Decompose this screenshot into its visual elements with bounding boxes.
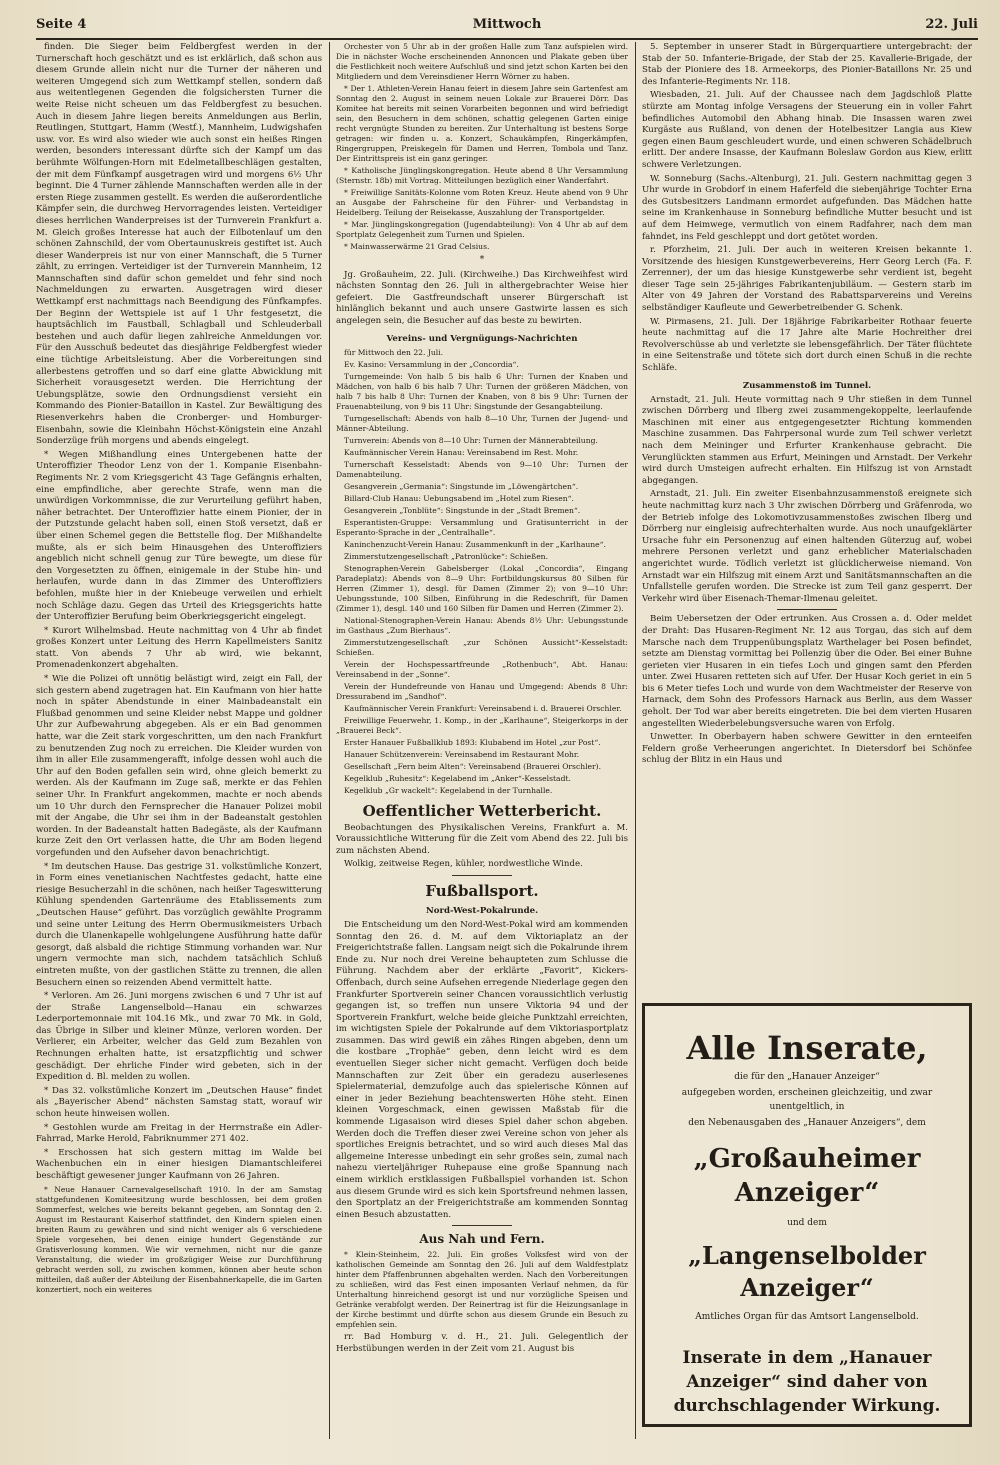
advertisement-box bbox=[642, 1003, 972, 1427]
article-paragraph: Arnstadt, 21. Juli. Ein zweiter Eisenbahnzusammenstoß ereignete sich heute nachmittag kurz nach 3 Uhr zwischen Dörrberg und Gräfenroda, wo der Betrieb infolge des Lokomotivzusammenstoßes zwischen Ilberg und Dörrberg nur eingleisig aufrechterhalten wurde. Aus noch unaufgeklärter Ursache fuhr ein Personenzug auf einen haltenden Güterzug auf, wobei mehrere Personen verletzt und ganz erheblicher Materialschaden angerichtet wurde. Tödlich verletzt ist glücklicherweise niemand. Von Arnstadt war ein Hilfszug mit einem Arzt und Sanitätsmannschaften an die Unfallstelle gerufen worden. Die Strecke ist zum Teil ganz gesperrt. Der Verkehr wird über Eisenach-Themar-Ilmenau geleitet. bbox=[642, 489, 972, 604]
column-left bbox=[36, 42, 322, 1439]
page-header bbox=[36, 14, 978, 40]
article-paragraph: Freiwillige Feuerwehr, 1. Komp., in der „Karlhaune“, Steigerkorps in der „Brauerei Beck“. bbox=[336, 715, 628, 735]
article-paragraph: * Gestohlen wurde am Freitag in der Herrnstraße ein Adler-Fahrrad, Marke Herold, Fabriknummer 271 402. bbox=[36, 1122, 322, 1145]
ad-title: Alle Inserate, bbox=[686, 1029, 928, 1067]
article-paragraph: r. Pforzheim, 21. Juli. Der auch in weiteren Kreisen bekannte 1. Vorsitzende des hiesigen Kunstgewerbevereins, Herr Georg Lerch (Fa. F. Zerrenner), der um das hiesige Kunstgewerbe sehr verdient ist, begeht dieser Tage sein 25-jähriges Fabrikantenjubiläum. — Gestern starb im Alter von 49 Jahren der Vorstand des Rabattsparvereins und Vereins selbständiger Kaufleute und Gewerbetreibender G. Schenk. bbox=[642, 245, 972, 314]
article-paragraph: * Der 1. Athleten-Verein Hanau feiert in diesem Jahre sein Gartenfest am Sonntag den 2. August in seinem neuen Lokale zur Brauerei Dörr. Das Komitee hat bereits mit seinen Vorarbeiten begonnen und wird befriedigt sein, den Besuchern in dem schönen, schattig gelegenen Garten einige recht vergnügte Stunden zu bereiten. Zur Unterhaltung ist bestens Sorge getragen: wir finden u. a. Konzert, Schaukämpfen, Ringerkämpfen, Ringergruppen, Preiskegeln für Damen und Herren, Tombola und Tanz. Der Eintrittspreis ist ein ganz geringer. bbox=[336, 84, 628, 163]
article-paragraph: Turngemeinde: Von halb 5 bis halb 6 Uhr: Turnen der Knaben und Mädchen, von halb 6 bis halb 7 Uhr: Turnen der größeren Mädchen, von halb 7 bis halb 8 Uhr: Turnen der Knaben, von 8 bis 9 Uhr: Turnen der Frauenabteilung, von 9 bis 11 Uhr: Singstunde der Gesangabteilung. bbox=[336, 371, 628, 411]
article-paragraph: 5. September in unserer Stadt in Bürgerquartiere untergebracht: der Stab der 50. Infanterie-Brigade, der Stab der 25. Kavallerie-Brigade, der Stab der Pioniere des 18. Armeekorps, des Pionier-Bataillons Nr. 25 und des Infanterie-Regiments Nr. 118. bbox=[642, 42, 972, 87]
article-paragraph: Gesangverein „Tonblüte“: Singstunde in der „Stadt Bremen“. bbox=[344, 505, 581, 515]
article-paragraph: Wiesbaden, 21. Juli. Auf der Chaussee nach dem Jagdschloß Platte stürzte am Montag infolge Versagens der Steuerung ein in voller Fahrt befindliches Automobil den Abhang hinab. Die Insassen waren zwei Kurgäste aus Rußland, von denen der Hotelbesitzer Langia aus Kiew gegen einen Baum geschleudert wurde, und einen schweren Schädelbruch erlitt. Der andere Insasse, der Kaufmann Boleslaw Gordon aus Kiew, erlitt schwere Verletzungen. bbox=[642, 90, 972, 170]
article-paragraph: * Im deutschen Hause. Das gestrige 31. volkstümliche Konzert, in Form eines venetianischen Nachtfestes gedacht, hatte eine riesige Besucherzahl in die schönen, nach heißer Tageswitterung Kühlung spendenden Gartenräume des Etablissements zum „Deutschen Hause“ geführt. Das vorzüglich gewählte Programm und seine unter Leitung des Herrn Obermusikmeisters Urbach durch die Ulanenkapelle wohlgelungene Ausführung hatte dafür gesorgt, daß alsbald die richtige Stimmung vorhanden war. Nur ungern vermochte man sich, nachdem tatsächlich Schluß eintreten mußte, von der gastlichen Stätte zu trennen, die allen Besuchern einen so reizenden Abend vermittelt hatte. bbox=[36, 861, 322, 988]
section-heading: Oeffentlicher Wetterbericht. bbox=[362, 801, 602, 820]
article-paragraph: * Erschossen hat sich gestern mittag im Walde bei Wachenbuchen ein in einer hiesigen Diamantschleiferei beschäftigt gewesener junger Kaufmann von 26 Jahren. bbox=[36, 1147, 322, 1181]
article-paragraph: Beim Uebersetzen der Oder ertrunken. Aus Crossen a. d. Oder meldet der Draht: Das Husaren-Regiment Nr. 12 aus Torgau, das sich auf dem Marsche nach dem Truppenübungsplatz Warthelager bei Posen befindet, setzte am Dienstag vormittag bei Pollenzig über die Oder. Bei einer Buhne gerieten vier Husaren in ein tiefes Loch und gingen samt den Pferden unter. Zwei Husaren retteten sich auf Ufer. Der Husar Koch geriet in ein 5 bis 6 Meter tiefes Loch und wurde von dem Wachtmeister der Reserve von Harnack, dem Sohn des Professors Harnack aus Berlin, aus dem Wasser geholt. Der Tod war aber bereits eingetreten. Die bei dem vierten Husaren angestellten Wiederbelebungsversuche waren von Erfolg. bbox=[642, 614, 972, 729]
article-paragraph: Verein der Hochspessartfreunde „Rothenbuch“, Abt. Hanau: Vereinsabend in der „Sonne“. bbox=[336, 659, 628, 679]
ad-line: aufgegeben worden, erscheinen gleichzeitig, und zwar unentgeltlich, in bbox=[681, 1088, 933, 1112]
article-paragraph: Unwetter. In Oberbayern haben schwere Gewitter in den ernteeifen Feldern große Verheerungen angerichtet. In Dietersdorf bei Schönfee schlug der Blitz in ein Haus und bbox=[642, 732, 972, 766]
article-paragraph: * Verloren. Am 26. Juni morgens zwischen 6 und 7 Uhr ist auf der Straße Langenselbold—Hanau ein schwarzes Lederportemonnaie mit 104.16 Mk., und zwar 70 Mk. in Gold, das Übrige in Silber und kleiner Münze, verloren worden. Der Verlierer, ein Arbeiter, welcher das Geld zum Bezahlen von Rechnungen erhalten hatte, ist ersatzpflichtig und schwer geschädigt. Der ehrliche Finder wird gebeten, sich in der Expedition d. Bl. melden zu wollen. bbox=[36, 991, 322, 1083]
article-paragraph: Verein der Hundefreunde von Hanau und Umgegend: Abends 8 Uhr: Dressurabend im „Sandhof“. bbox=[336, 681, 628, 701]
article-paragraph: Zimmerstutzengesellschaft „Patronlücke“: Schießen. bbox=[344, 551, 548, 561]
ad-paper-name: „Langenselbolder Anzeiger“ bbox=[688, 1241, 926, 1302]
section-rule bbox=[777, 609, 837, 610]
column-middle bbox=[336, 42, 628, 1439]
section-heading: Vereins- und Vergnügungs-Nachrichten bbox=[386, 333, 578, 344]
article-paragraph: Turnerschaft Kesselstadt: Abends von 9—10 Uhr: Turnen der Damenabteilung. bbox=[336, 459, 628, 479]
ad-line: die für den „Hanauer Anzeiger“ bbox=[734, 1072, 880, 1082]
ad-line: den Nebenausgaben des „Hanauer Anzeigers“, dem bbox=[688, 1118, 926, 1128]
article-paragraph: * Das 32. volkstümliche Konzert im „Deutschen Hause“ findet als „Bayerischer Abend“ nächsten Samstag statt, worauf wir schon heute hinweisen wollen. bbox=[36, 1085, 322, 1120]
article-paragraph: Erster Hanauer Fußballklub 1893: Klubabend im Hotel „zur Post“. bbox=[344, 737, 601, 747]
article-paragraph: Kegelklub „Gr wackelt“: Kegelabend in der Turnhalle. bbox=[344, 785, 553, 795]
article-paragraph: W. Pirmasens, 21. Juli. Der 18jährige Fabrikarbeiter Rothaar feuerte heute nachmittag auf die 17 Jahre alte Marie Hochreither drei Revolverschüsse ab und verletzte sie lebensgefährlich. Der Täter flüchtete in eine Seitenstraße und tötete sich dort durch einen Schuß in die rechte Schläfe. bbox=[642, 316, 972, 374]
article-paragraph: Zimmerstutzengesellschaft „zur Schönen Aussicht“-Kesselstadt: Schießen. bbox=[336, 637, 628, 657]
article-paragraph: Beobachtungen des Physikalischen Vereins, Frankfurt a. M. Voraussichtliche Witterung für die Zeit vom Abend des 22. Juli bis zum nächsten Abend. bbox=[336, 822, 628, 856]
article-paragraph: * Mainwasserwärme 21 Grad Celsius. bbox=[344, 242, 490, 251]
article-paragraph: Kaninchenzucht-Verein Hanau: Zusammenkunft in der „Karlhaune“. bbox=[344, 539, 606, 549]
article-paragraph: Stenographen-Verein Gabelsberger (Lokal „Concordia“, Eingang Paradeplatz): Abends von 8—9 Uhr: Fortbildungskursus 80 Silben für Herren (Zimmer 1), desgl. für Damen (Zimmer 2); von 9—10 Uhr: Uebungsstunde, 100 Silben, Einführung in die Redeschrift, für Damen (Zimmer 1), desgl. 140 und 160 Silben für Damen und Herren (Zimmer 2). bbox=[336, 563, 628, 613]
date: 22. Juli bbox=[925, 17, 978, 32]
article-paragraph: Gesangverein „Germania“: Singstunde im „Löwengärtchen“. bbox=[344, 481, 579, 491]
section-heading: Aus Nah und Fern. bbox=[419, 1232, 545, 1247]
article-paragraph: für Mittwoch den 22. Juli. bbox=[344, 347, 444, 357]
article-paragraph: W. Sonneburg (Sachs.-Altenburg), 21. Juli. Gestern nachmittag gegen 3 Uhr wurde in Grobdorf in einem Haferfeld die siebenjährige Tochter Erna des Gutsbesitzers Landmann ermordet aufgefunden. Das Mädchen hatte seine im Krankenhause in Sonneburg befindliche Mutter besucht und ist auf dem Heimwege, vermutlich von einem Radfahrer, nach dem man fahndet, ins Feld geschleppt und dort getötet worden. bbox=[642, 173, 972, 242]
article-paragraph: finden. Die Sieger beim Feldbergfest werden in der Turnerschaft hoch geschätzt und es ist erklärlich, daß schon aus diesem Grunde allein nicht nur die Turner der näheren und weiteren Umgegend sich zum Wettkampf stellen, sondern daß aus weitentlegenen Gegenden die folgsichersten Turner die weite Reise nicht scheuen um das Feldbergfest zu besuchen. Auch in diesem Jahre liegen bereits Anmeldungen aus Berlin, Reutlingen, Stuttgart, Hamm (Westf.), Mannheim, Ludwigshafen usw. vor. Es wird also wieder wie auch sonst ein heißes Ringen werden, besonders interessant dürfte sich der Kampf um das berühmte Wölfungen-Horn mit Edelmetallbeschlägen gestalten, der mit dem Fünfkampf ausgetragen wird und morgens 6½ Uhr beginnt. Die 4 Turner zählende Mannschaften werden alle in der ersten Riege zusammen gestellt. Es werden die außerordentliche Kämpfer sein, die durchweg Hervorragendes leisten. Verteidiger dieses herrlichen Wanderpreises ist der Turnverein Frankfurt a. M. Gleich großes Interesse hat auch der Eilbotenlauf um den schönen Zahnschild, der vom Obertaunuskreis gestiftet ist. Auch dieser Wanderpreis ist nur von einer Mannschaft, die 5 Turner zählt, zu erringen. Verteidiger ist der Turnverein Mannheim, 12 Mannschaften sind dafür schon gemeldet und fehr sind noch Nachmeldungen zu erwarten. Ausgetragen wird dieser Wettkampf erst nachmittags nach Beendigung des Fünfkampfes. Der Beginn der Wettspiele ist auf 1 Uhr festgesetzt, die hauptsächlich im Faustball, Schlagball und Schleuderball bestehen und auch dafür liegen zahlreiche Anmeldungen vor. Für den Ausschuß bedeutet das diesjährige Feldbergfest wieder eine tüchtige Arbeitsleistung. Aber die Vorbereitungen sind allerbestens getroffen und so darf eine glatte Abwicklung mit Sicherheit vorausgesetzt werden. Die Herrichtung der Uebungsplätze, sowie den Ordnungsdienst versieht ein Kommando des Pionier-Bataillon in Kastel. Zur Bewältigung des Riesenverkehrs haben die Cronberger- und Homburger-Eisenbahn, sowie die Kleinbahn Höchst-Königstein eine Anzahl Sonderzüge früh morgens und abends eingelegt. bbox=[36, 42, 322, 447]
ad-paper-name: „Großauheimer Anzeiger“ bbox=[693, 1144, 921, 1208]
article-paragraph: rr. Bad Homburg v. d. H., 21. Juli. Gelegentlich der Herbstübungen werden in der Zeit vom 21. August bis bbox=[336, 1332, 628, 1354]
article-paragraph: Hanauer Schützenverein: Vereinsabend im Restaurant Mohr. bbox=[344, 749, 580, 759]
article-paragraph: * Mar. Jünglingskongregation (Jugendabteilung): Von 4 Uhr ab auf dem Sportplatz Gelegenheit zum Turnen und Spielen. bbox=[336, 220, 628, 239]
section-rule bbox=[452, 875, 512, 876]
section-rule bbox=[452, 1225, 512, 1226]
article-paragraph: Esperantisten-Gruppe: Versammlung und Gratisunterricht in der Esperanto-Sprache in der „Centralhalle“. bbox=[336, 517, 628, 537]
article-paragraph: Turngesellschaft: Abends von halb 8—10 Uhr, Turnen der Jugend- und Männer-Abteilung. bbox=[336, 413, 628, 433]
article-paragraph: Wolkig, zeitweise Regen, kühler, nordwestliche Winde. bbox=[344, 859, 583, 870]
article-paragraph: Die Entscheidung um den Nord-West-Pokal wird am kommenden Sonntag den 26. d. M. auf dem Viktoriaplatz an der Freigerichtstraße fallen. Langsam neigt sich die Pokalrunde ihrem Ende zu. Nur noch drei Vereine behaupteten zum Schlusse die Führung. Nachdem aber der erklärte „Favorit“, Kickers-Offenbach, durch seine Aufsehen erregende Niederlage gegen den Frankfurter Sportverein seiner Chancen voraussichtlich verlustig gegangen ist, so treffen nun unsere Viktoria 94 und der Sportverein Frankfurt, welche beide gleiche Punktzahl erreichten, im wichtigsten Spiele der Pokalrunde auf dem Viktoriasportplatz zusammen. Das wird gewiß ein zähes Ringen abgeben, denn um die kostbare „Trophäe“ geben, denn leicht wird es dem eventuellen Sieger sicher nicht gemacht. Verfügen doch beide Mannschaften zur Zeit über ein geradezu auserlesenes Spielermaterial, demzufolge auch das spielerische Können auf einer in jeder Beziehung beachtenswerten Höhe steht. Einen kleinen Vorgeschmack, einen gewissen Maßstab für die kommende Ligasaison wird dieses Spiel daher schon abgeben. Werden doch die Treffen dieser zwei Vereine schon von jeher als sportliches Ereignis betrachtet, und so wird auch dieses Mal das allgemeine Interesse unbedingt ein sehr großes sein, zumal nach nahezu vierteljähriger Ruhepause eine große Spannung nach einem wirklich erstklassigen Fußballspiel vorhanden ist. Schon aus diesem Grunde wird es sich kein Sportsfreund nehmen lassen, den Sportplatz an der Freigerichtstraße am kommenden Sonntag einen Besuch abzustatten. bbox=[336, 919, 628, 1220]
article-paragraph: Kaufmännischer Verein Hanau: Vereinsabend im Rest. Mohr. bbox=[344, 447, 579, 457]
ad-line: und dem bbox=[787, 1218, 827, 1228]
article-paragraph: * Freiwillige Sanitäts-Kolonne vom Roten Kreuz. Heute abend von 9 Uhr an Ausgabe der Fahrscheine für den Führer- und Verbandstag in Heidelberg. Teilung der Reisekasse, Auszahlung der Transportgelder. bbox=[336, 188, 628, 217]
article-paragraph: * Kurort Wilhelmsbad. Heute nachmittag von 4 Uhr ab findet großes Konzert unter Leitung des Herrn Kapellmeisters Sanitz statt. Von abends 7 Uhr ab wird, wie bekannt, Promenadenkonzert abgehalten. bbox=[36, 625, 322, 671]
article-paragraph: * Katholische Jünglingskongregation. Heute abend 8 Uhr Versammlung (Sternstr. 18b) mit Vortrag. Mitteilungen bezüglich einer Wanderfahrt. bbox=[336, 166, 628, 185]
article-paragraph: * Wegen Mißhandlung eines Untergebenen hatte der Unteroffizier Theodor Lenz von der 1. Kompanie Eisenbahn-Regiments Nr. 2 vom Kriegsgericht 43 Tage Gefängnis erhalten, eine empfindliche, aber gerechte Strafe, wenn man die unwürdigen Vorkommnisse, die zur Verurteilung geführt haben, näher betrachtet. Der Unteroffizier hatte einem Pionier, der in der Putzstunde gelacht haben soll, einen Stoß versetzt, daß er über einen Schemel gegen die Bettstelle flog. Der Mißhandelte mußte, als er sich beim Hinausgehen des Unteroffiziers angeblich nicht schnell genug zur Türe bewegte, um diese für den Vorgesetzten zu öffnen, einigemale in der Stube hin- und herlaufen, wurde dann in das Zimmer des Unteroffiziers befohlen, mußte hier in der Kniebeuge verweilen und erhielt noch Schläge dazu. Gegen das Urteil des Kriegsgerichts hatte der Unteroffizier Berufung beim Oberkriegsgericht eingelegt. bbox=[36, 449, 322, 623]
article-paragraph: * Neue Hanauer Carnevalgesellschaft 1910. In der am Samstag stattgefundenen Komiteesitzung wurde beschlossen, bei dem großen Sommerfest, welches wie bereits bekannt gegeben, am Sonntag den 2. August im Restaurant Kaiserhof stattfindet, den Kindern spielen einen breiten Raum zu gewähren und sind nicht weniger als 6 verschiedene Spiele vorgesehen, bei denen einige hundert Gegenstände zur Gratisverlosung kommen. Wie wir vernehmen, nicht nur die ganze Veranstaltung, die wieder im großzügiger Weise zur Durchführung gebracht werden soll, zu zwischen kommen, können aber heute schon mitteilen, daß außer der Abteilung der Eisenbahnerkapelle, die im Garten konzertiert, noch ein weiteres bbox=[36, 1184, 322, 1294]
column-rule bbox=[329, 42, 330, 1439]
section-heading: Nord-West-Pokalrunde. bbox=[425, 905, 539, 916]
weekday: Mittwoch bbox=[472, 17, 542, 32]
article-paragraph: Kegelklub „Ruhesitz“: Kegelabend im „Anker“-Kesselstadt. bbox=[344, 773, 571, 783]
article-paragraph: Turnverein: Abends von 8—10 Uhr: Turnen der Männerabteilung. bbox=[344, 435, 598, 445]
article-paragraph: * Wie die Polizei oft unnötig belästigt wird, zeigt ein Fall, der sich gestern abend zugetragen hat. Ein Kaufmann von hier hatte noch in später Abendstunde in einer Mainbadeanstalt ein Flußbad genommen und seine Kleider nebst Mappe und goldner Uhr zur Aufbewahrung abgegeben. Als er ein Bad genommen hatte, war die Zeit stark vorgeschritten, um den nach Frankfurt zu benutzenden Zug noch zu erreichen. Die Kleider wurden von ihm in aller Eile zusammengerafft, infolge dessen wohl auch die Uhr auf den Boden gefallen sein wird, ohne gleich bemerkt zu werden. Als der Kaufmann im Zuge saß, merkte er das Fehlen seiner Uhr. In Frankfurt angekommen, machte er noch abends um 10 Uhr durch den Fernsprecher die Hanauer Polizei mobil mit der Angabe, die Uhr sei ihm in der Badeanstalt gestohlen worden. In der Badeanstalt hatten Badegäste, als der Kaufmann kurze Zeit den Ort verlassen hatte, die Uhr am Boden liegend vorgefunden und den Aufseher davon benachrichtigt. bbox=[36, 674, 322, 858]
ad-footer: Inserate in dem „Hanauer Anzeiger“ sind daher von durchschlagender Wirkung. bbox=[673, 1348, 941, 1416]
article-paragraph: * Klein-Steinheim, 22. Juli. Ein großes Volksfest wird von der katholischen Gemeinde am Sonntag den 26. Juli auf dem Waldfestplatz hinter dem Pfaffenbrunnen abgehalten werden. Nach den Vorbereitungen zu schließen, wird das Fest einen imposanten Verlauf nehmen, da für Unterhaltung hinreichend gesorgt ist und nur vorzügliche Speisen und Getränke verabfolgt werden. Der Reinertrag ist für die Heizungsanlage in der Kirche bestimmt und dürfte schon aus diesem Grunde ein Besuch zu empfehlen sein. bbox=[336, 1250, 628, 1330]
section-heading: Fußballsport. bbox=[425, 881, 539, 900]
article-paragraph: National-Stenographen-Verein Hanau: Abends 8½ Uhr: Uebungsstunde im Gasthaus „Zum Bierhaus“. bbox=[336, 615, 628, 635]
column-rule bbox=[635, 42, 636, 1439]
article-paragraph: Gesellschaft „Fern beim Alten“: Vereinsabend (Brauerei Orschler). bbox=[344, 761, 602, 771]
article-paragraph: Billard-Club Hanau: Uebungsabend im „Hotel zum Riesen“. bbox=[344, 493, 574, 503]
section-heading: Zusammenstoß im Tunnel. bbox=[742, 380, 872, 391]
article-paragraph: Jg. Großauheim, 22. Juli. (Kirchweihe.) Das Kirchweihfest wird nächsten Sonntag den 26. Juli in althergebrachter Weise hier gefeiert. Die Gastfreundschaft unserer Bürgerschaft ist hinlänglich bekannt und auch unsere Gastwirte lassen es sich angelegen sein, die Besucher auf das beste zu bewirten. bbox=[336, 269, 628, 326]
page-number: Seite 4 bbox=[36, 17, 87, 32]
section-separator: * bbox=[479, 255, 485, 265]
article-paragraph: Kaufmännischer Verein Frankfurt: Vereinsabend i. d. Brauerei Orschler. bbox=[344, 703, 622, 713]
article-paragraph: Orchester von 5 Uhr ab in der großen Halle zum Tanz aufspielen wird. Die in nächster Woche erscheinenden Annoncen und Plakate geben über die Festlichkeit noch weitere Aufschluß und sind jetzt schon Karten bei den Mitgliedern und dem Vereinsdiener Herrn Wörner zu haben. bbox=[336, 42, 628, 81]
ad-organ: Amtliches Organ für das Amtsort Langenselbold. bbox=[695, 1312, 919, 1322]
article-paragraph: Ev. Kasino: Versammlung in der „Concordia“. bbox=[344, 359, 519, 369]
article-paragraph: Arnstadt, 21. Juli. Heute vormittag nach 9 Uhr stießen in dem Tunnel zwischen Dörrberg und Ilberg zwei zusammengekoppelte, leerlaufende Maschinen mit einer aus entgegengesetzter Richtung kommenden Maschine zusammen. Das Fahrpersonal wurde zum Teil schwer verletzt nach dem Meininger und Erfurter Krankenhause gebracht. Die Verunglückten stammen aus Erfurt, Meiningen und Arnstadt. Der Verkehr wird durch Umsteigen aufrecht erhalten. Ein Hilfszug ist von Arnstadt abgegangen. bbox=[642, 394, 972, 486]
